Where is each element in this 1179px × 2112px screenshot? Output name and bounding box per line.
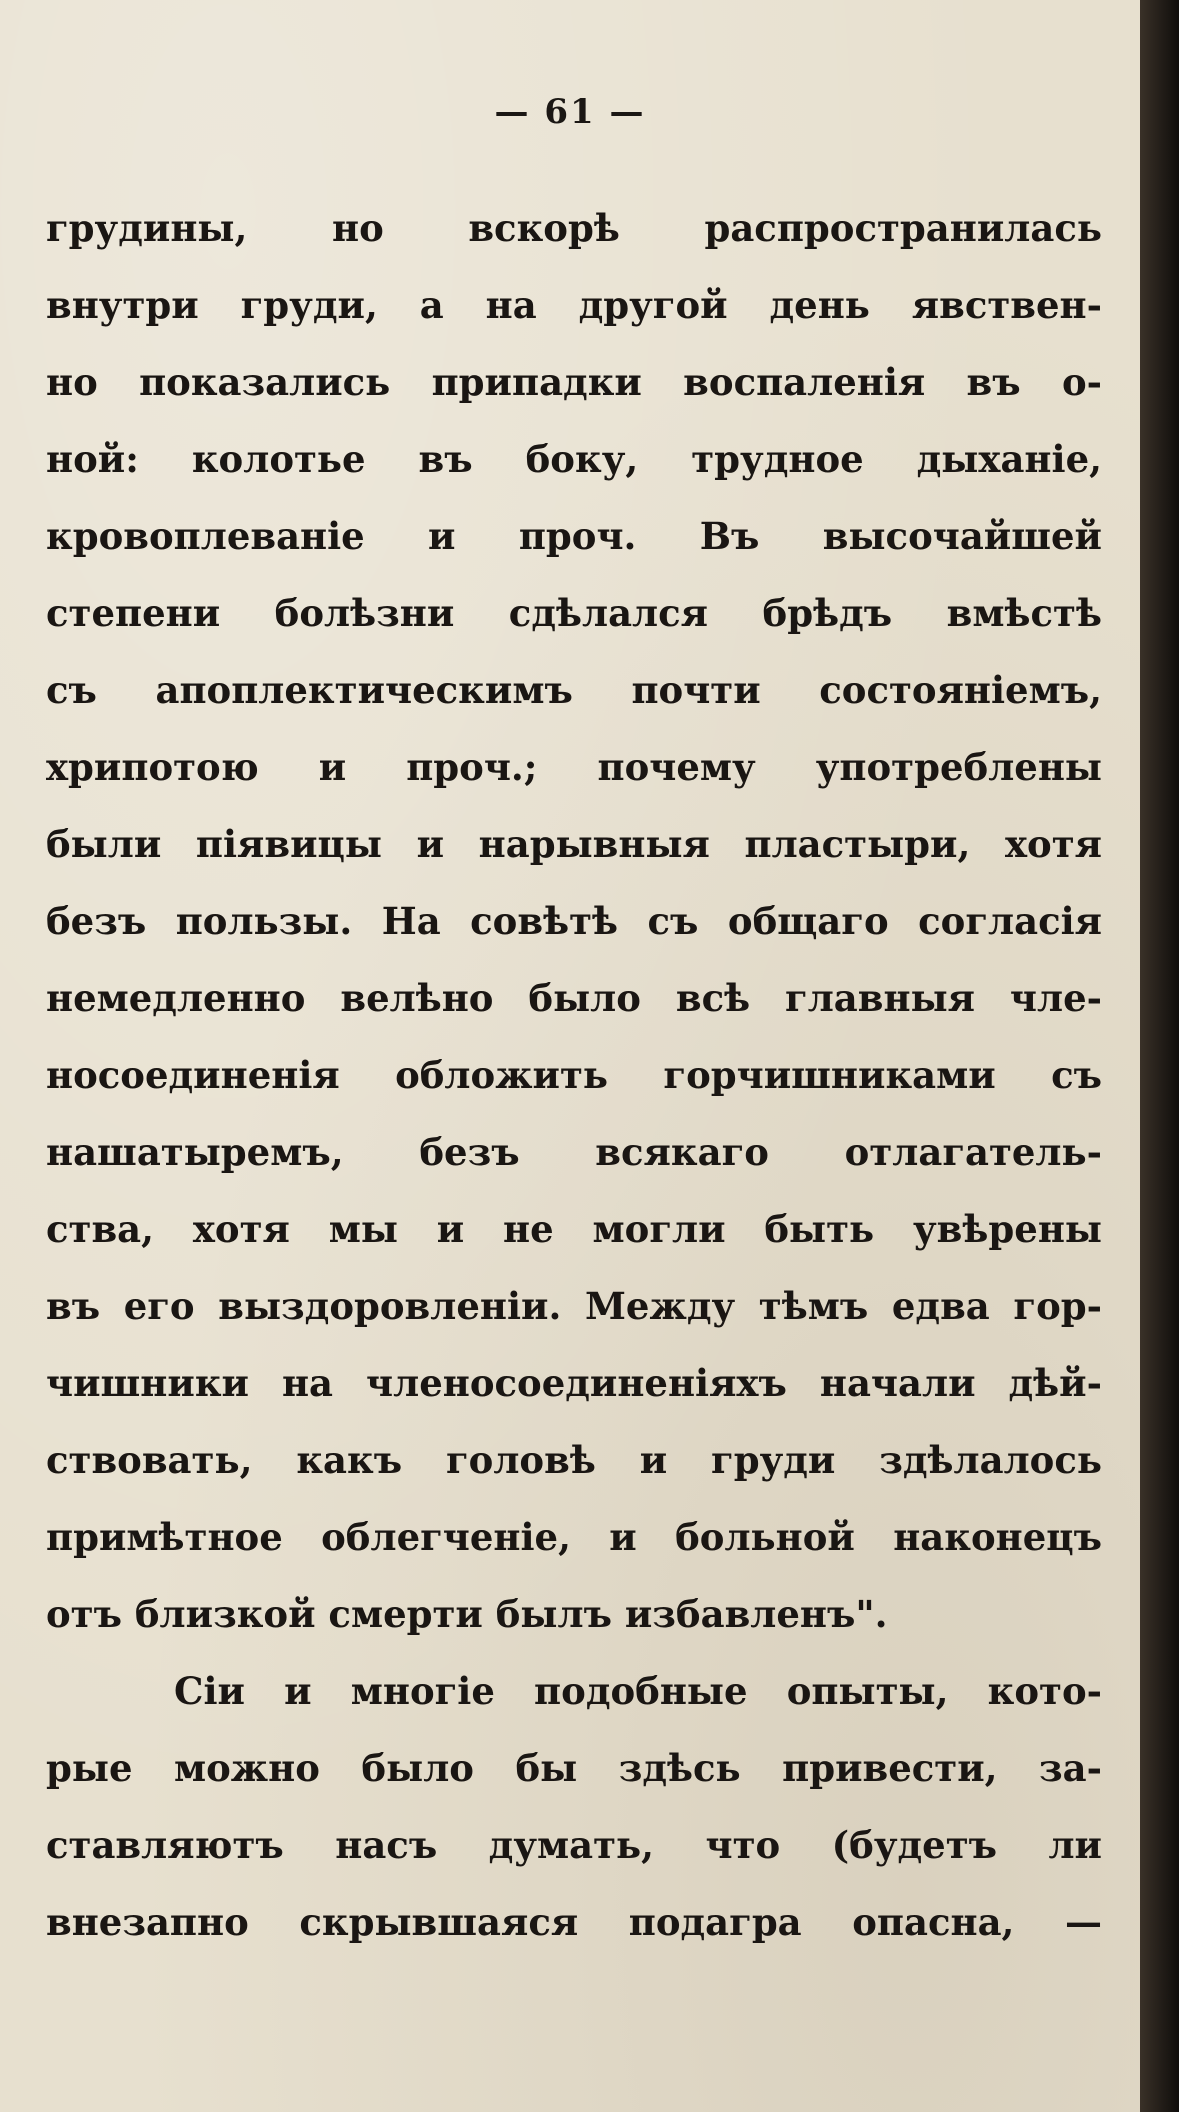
text-line: степени болѣзни сдѣлался брѣдъ вмѣстѣ [46,591,1102,635]
body-text [46,190,1102,1961]
text-line: съ апоплектическимъ почти состояніемъ, [46,668,1102,712]
text-line: примѣтное облегченіе, и больной наконецъ [46,1515,1102,1559]
text-line: ной: колотье въ боку, трудное дыханіе, [46,437,1102,481]
text-line: безъ пользы. На совѣтѣ съ общаго согласія [46,899,1102,943]
text-line: рые можно было бы здѣсь привести, за- [46,1746,1102,1790]
text-line: кровоплеваніе и проч. Въ высочайшей [46,514,1102,558]
text-line: но показались припадки воспаленія въ о- [46,360,1102,404]
text-line: ствовать, какъ головѣ и груди здѣлалось [46,1438,1102,1482]
paragraph-first-line: Сіи и многіе подобные опыты, кото- [174,1669,1102,1713]
text-line: отъ близкой смерти былъ избавленъ". [46,1592,888,1636]
text-line: ставляютъ насъ думать, что (будетъ ли [46,1823,1102,1867]
text-line: въ его выздоровленіи. Между тѣмъ едва гор- [46,1284,1102,1328]
text-line: нашатыремъ, безъ всякаго отлагатель- [46,1130,1102,1174]
text-line: грудины, но вскорѣ распространилась [46,206,1102,250]
page-number: — 61 — [494,92,646,132]
text-line: хрипотою и проч.; почему употреблены [46,745,1102,789]
text-line: ства, хотя мы и не могли быть увѣрены [46,1207,1102,1251]
text-line: были піявицы и нарывныя пластыри, хотя [46,822,1102,866]
text-line: внезапно скрывшаяся подагра опасна, — [46,1900,1102,1944]
text-line: немедленно велѣно было всѣ главныя чле- [46,976,1102,1020]
text-line: носоединенія обложить горчишниками съ [46,1053,1102,1097]
book-spine-shadow [1140,0,1179,2112]
text-line: чишники на членосоединеніяхъ начали дѣй- [46,1361,1102,1405]
text-line: внутри груди, а на другой день явствен- [46,283,1102,327]
